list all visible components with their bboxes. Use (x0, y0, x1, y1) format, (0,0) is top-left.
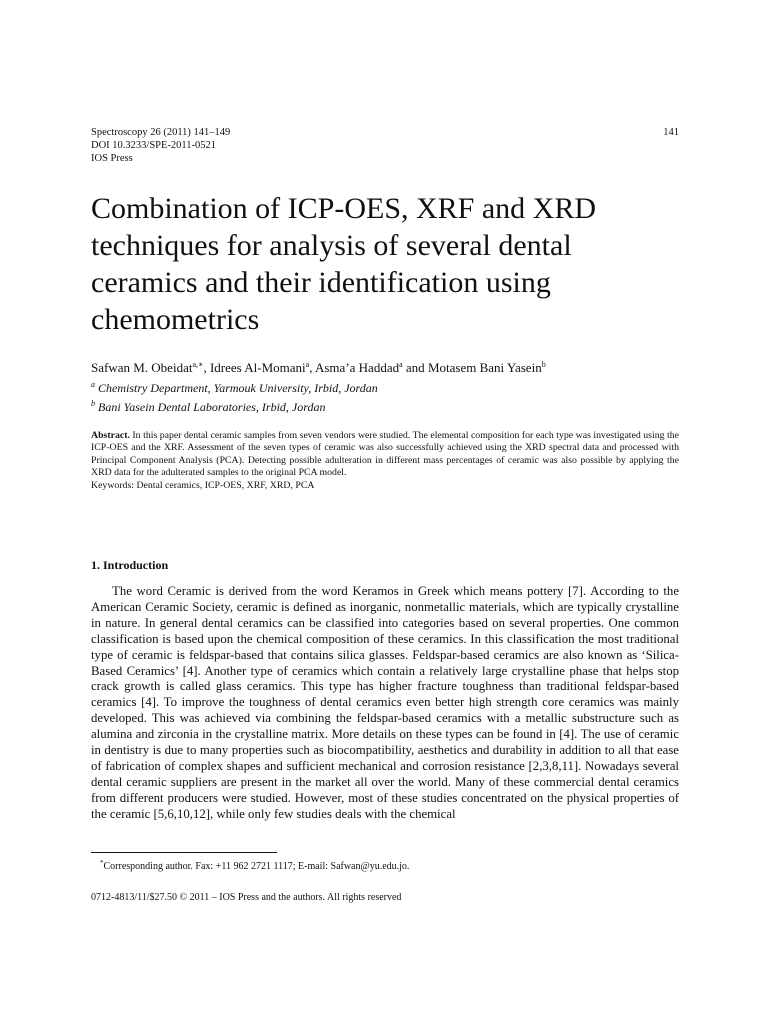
author-affiliation-mark: a,∗ (192, 360, 204, 369)
affiliation (91, 396, 679, 415)
author-list (91, 357, 679, 376)
author-name: Motasem Bani Yasein (427, 360, 542, 375)
footnote-mark: * (100, 859, 104, 867)
author-name: Safwan M. Obeidat (91, 360, 193, 375)
affiliation-mark: a (91, 380, 95, 389)
footnote (100, 857, 409, 873)
author-affiliation-mark: a (399, 360, 403, 369)
abstract-body (91, 430, 679, 479)
introduction-paragraph: The word Ceramic is derived from the word Keramos in Greek which means pottery [7]. According to the American Ceramic Society, ceramic is defined as inorganic, nonmetallic materials, which are typically crystalline in nature. In general dental ceramics can be classified into categories based on several properties. One common classification is based upon the chemical composition of these ceramics. In this classification the most traditional type of ceramic is feldspar-based that contains silica glasses. Feldspar-based ceramics are also known as ‘Silica-Based Ceramics’ [4]. Another type of ceramics which contain a relatively large crystalline phase that helps stop crack growth is called glass ceramics. This type has higher fracture toughness than traditional feldspar-based ceramics [4]. To improve the toughness of dental ceramics even better high strength core ceramics was mainly developed. This was achieved via combining the feldspar-based ceramics with a metallic substructure such as alumina and zirconia in the crystalline matrix. More details on these types can be found in [4]. The use of ceramic in dentistry is due to many properties such as biocompatibility, aesthetics and durability in addition to all that ease of fabrication of complex shapes and sufficient mechanical and corrosion resistance [2,3,8,11]. Nowadays several dental ceramic suppliers are present in the market all over the world. Many of these commercial dental ceramics from different producers were studied. However, most of these studies concentrated on the physical properties of the ceramic [5,6,10,12], while only few studies deals with the chemical (91, 584, 679, 821)
affiliation (91, 377, 679, 396)
paper-title: Combination of ICP-OES, XRF and XRD techniques for analysis of several dental ceramics and their identification using chemometrics (91, 192, 597, 336)
author-affiliation-mark: a (305, 360, 310, 369)
journal-citation: Spectroscopy 26 (2011) 141–149 (91, 127, 231, 138)
author-separator: , (309, 360, 315, 375)
abstract-label: Abstract. (91, 430, 130, 441)
author-separator: and (402, 360, 428, 375)
section-heading: 1. Introduction (91, 558, 169, 572)
running-header (91, 126, 679, 165)
author-affiliation-mark: b (541, 360, 546, 369)
page-number: 141 (663, 127, 679, 138)
copyright-line: 0712-4813/11/$27.50 © 2011 – IOS Press and the authors. All rights reserved (91, 892, 402, 903)
doi: DOI 10.3233/SPE-2011-0521 (91, 140, 217, 151)
author-separator: , (203, 360, 210, 375)
affiliation-mark: b (91, 399, 95, 408)
author-name: Asma’a Haddad (314, 360, 400, 375)
keywords: Keywords: Dental ceramics, ICP-OES, XRF, XRD, PCA (91, 480, 315, 492)
publisher: IOS Press (91, 153, 133, 164)
abstract-text: In this paper dental ceramic samples from seven vendors were studied. The elemental composition for each type was investigated using the ICP-OES and the XRF. Assessment of the seven types of ceramic was also successfully achieved using the XRD spectral data and processed with Principal Component Analysis (PCA). Detecting possible adulteration in different mass percentages of ceramic was also possible by applying the XRD data for the adulterated samples to the original PCA model. (91, 430, 679, 478)
author-name: Idrees Al-Momani (209, 360, 306, 375)
affiliation-text: Bani Yasein Dental Laboratories, Irbid, Jordan (98, 400, 326, 414)
affiliation-list (91, 377, 679, 415)
footnote-divider (91, 852, 277, 853)
abstract (91, 430, 679, 492)
footnote-text: Corresponding author. Fax: +11 962 2721 1117; E-mail: Safwan@yu.edu.jo. (103, 861, 410, 872)
affiliation-text: Chemistry Department, Yarmouk University, Irbid, Jordan (98, 381, 378, 395)
